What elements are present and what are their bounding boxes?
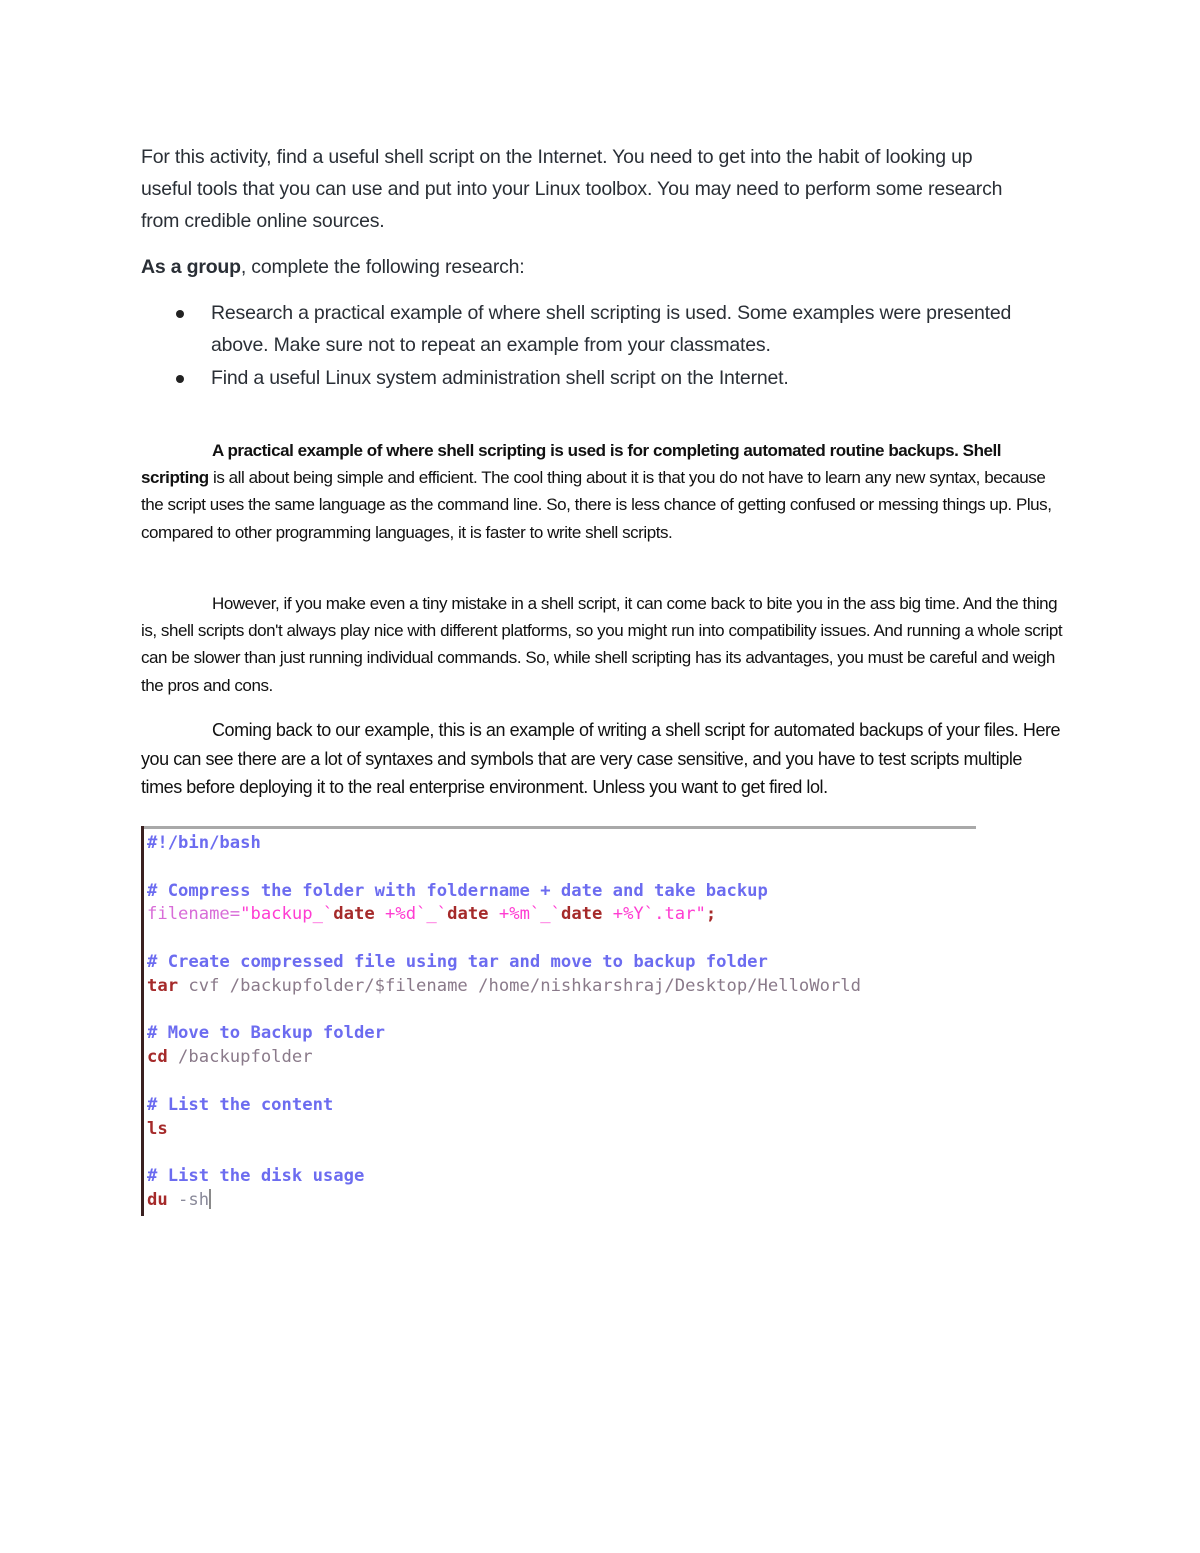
code-keyword: date — [333, 904, 375, 925]
code-frame-top-border — [141, 826, 976, 829]
code-comment: # Compress the folder with foldername + date and take backup — [147, 880, 768, 901]
paragraph-body: is all about being simple and efficient. The cool thing about it is that you do not have to learn any new syntax, because the script uses the same language as the command line. So, there is less chance of getting confused or messing things up. Plus, compared to other programming languages, it is faster to write shell scripts. — [141, 468, 1052, 542]
code-shebang: #!/bin/bash — [147, 833, 261, 853]
group-instruction-bold: As a group — [141, 256, 241, 278]
code-comment: # List the content — [147, 1094, 334, 1115]
code-comment: # List the disk usage — [147, 1166, 365, 1187]
paragraph-practical-example — [141, 437, 1066, 546]
bullet-text: Research a practical example of where shell scripting is used. Some examples were presented above. Make sure not to repeat an example from your classmates. — [211, 302, 1012, 356]
paragraph-bold-lead: A practical example of where shell scripting is used is for completing automated routine backups. Shell scripting — [141, 441, 1002, 488]
shell-script-code — [147, 832, 861, 1213]
code-string: +%d`_` — [374, 904, 448, 925]
code-comment: # Create compressed file using tar and move to backup folder — [147, 951, 768, 972]
code-comment: # Move to Backup folder — [147, 1023, 385, 1044]
research-bullet-list — [141, 298, 1041, 397]
intro-paragraph: For this activity, find a useful shell script on the Internet. You need to get into the habit of looking up useful tools that you can use and put into your Linux toolbox. You may need to perform some research from credible online sources. — [141, 146, 1003, 232]
group-instruction-rest: , complete the following research: — [240, 256, 525, 278]
bullet-item — [141, 363, 1041, 395]
code-string: "backup_` — [240, 904, 334, 925]
code-string: +%Y`.tar" — [602, 904, 706, 925]
code-keyword: ls — [147, 1118, 168, 1139]
code-keyword: tar — [147, 975, 179, 996]
code-variable: filename= — [147, 904, 241, 925]
code-string: +%m`_` — [488, 904, 561, 925]
code-frame-left-border — [141, 826, 144, 1216]
code-args: cvf /backupfolder/$filename /home/nishkarshraj/Desktop/HelloWorld — [178, 975, 861, 996]
group-instruction — [141, 251, 1021, 283]
code-keyword: date — [560, 904, 603, 925]
bullet-item — [141, 298, 1041, 361]
code-keyword: date — [447, 904, 489, 925]
paragraph-example-intro: Coming back to our example, this is an example of writing a shell script for automated backups of your files. Here you can see there are a lot of syntaxes and symbols that are very case sensitive, and you have to test scripts multiple times before deploying it to the real enterprise environment. Unless you want to get fired lol. — [141, 720, 1061, 797]
code-semicolon: ; — [705, 904, 717, 925]
paragraph-drawbacks: However, if you make even a tiny mistake in a shell script, it can come back to bite you in the ass big time. And the thing is, shell scripts don't always play nice with different platforms, so you might run into compatibility issues. And running a whole script can be slower than just running individual commands. So, while shell scripting has its advantages, you must be careful and weigh the pros and cons. — [141, 594, 1063, 695]
code-keyword: cd — [147, 1047, 168, 1068]
code-screenshot — [141, 826, 976, 1216]
bullet-icon — [176, 375, 184, 383]
code-args: -sh — [167, 1189, 210, 1210]
code-keyword: du — [147, 1189, 168, 1210]
code-args: /backupfolder — [167, 1047, 313, 1068]
text-cursor — [209, 1189, 211, 1209]
bullet-text: Find a useful Linux system administration shell script on the Internet. — [211, 367, 789, 389]
bullet-icon — [176, 310, 184, 318]
